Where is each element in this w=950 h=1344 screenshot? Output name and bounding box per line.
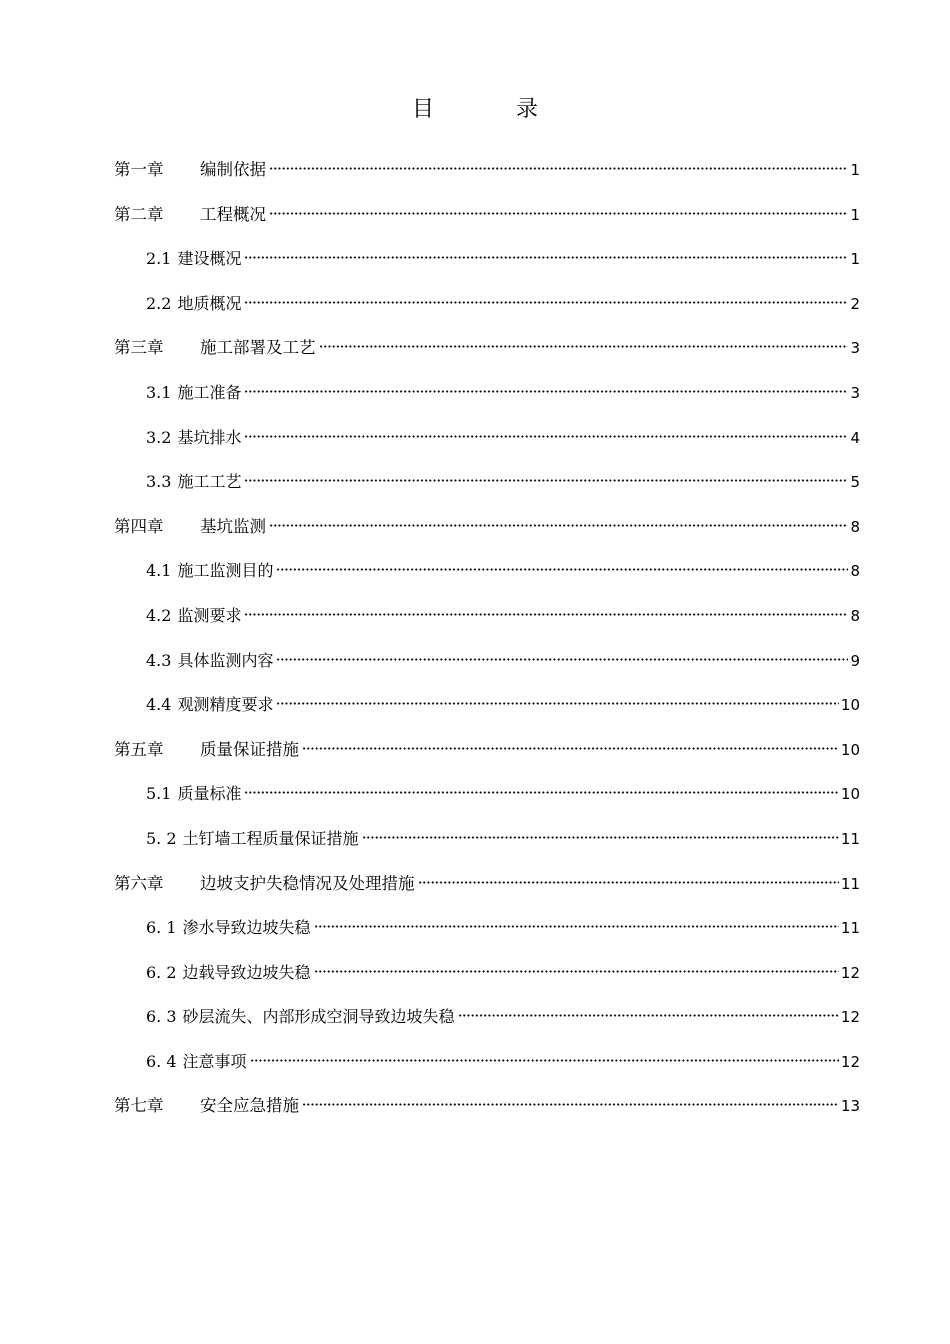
toc-dot-leader bbox=[458, 1014, 839, 1017]
toc-page-number: 10 bbox=[840, 696, 860, 715]
toc-entry-number: 6. 4 bbox=[146, 1051, 177, 1071]
toc-section-entry[interactable] bbox=[114, 953, 860, 998]
toc-entry-title: 观测精度要求 bbox=[177, 695, 274, 715]
toc-page-number: 3 bbox=[850, 339, 860, 358]
toc-chapter-entry[interactable] bbox=[114, 1086, 860, 1131]
toc-dot-leader bbox=[244, 301, 848, 304]
toc-section-entry[interactable] bbox=[114, 774, 860, 819]
toc-dot-leader bbox=[250, 1059, 839, 1062]
toc-entry-title: 基坑监测 bbox=[200, 516, 266, 536]
toc-entry-number: 4.3 bbox=[146, 650, 172, 670]
toc-page-number: 2 bbox=[850, 294, 860, 313]
toc-section-entry[interactable] bbox=[114, 685, 860, 730]
toc-page-number: 12 bbox=[840, 1008, 860, 1027]
toc-entry-number: 第六章 bbox=[114, 873, 164, 893]
toc-entry-title: 质量保证措施 bbox=[200, 739, 299, 759]
toc-page-number: 9 bbox=[850, 651, 860, 670]
toc-entry-title: 建设概况 bbox=[177, 249, 242, 269]
toc-entry-title: 基坑排水 bbox=[177, 427, 242, 447]
toc-dot-leader bbox=[244, 390, 848, 393]
toc-section-entry[interactable] bbox=[114, 1042, 860, 1087]
table-of-contents bbox=[114, 150, 860, 1131]
toc-entry-number: 4.2 bbox=[146, 605, 172, 625]
toc-dot-leader bbox=[362, 836, 839, 839]
toc-dot-leader bbox=[418, 881, 839, 884]
toc-entry-title: 编制依据 bbox=[200, 160, 266, 179]
toc-page-number: 8 bbox=[850, 606, 860, 625]
toc-entry-number: 第五章 bbox=[114, 739, 164, 759]
toc-chapter-entry[interactable] bbox=[114, 150, 860, 195]
toc-dot-leader bbox=[244, 791, 838, 794]
toc-dot-leader bbox=[269, 524, 848, 527]
toc-dot-leader bbox=[269, 167, 848, 170]
toc-section-entry[interactable] bbox=[114, 997, 860, 1042]
toc-entry-number: 3.2 bbox=[146, 427, 172, 447]
toc-page-number: 1 bbox=[850, 205, 860, 224]
toc-chapter-entry[interactable] bbox=[114, 195, 860, 240]
toc-entry-number: 6. 2 bbox=[146, 962, 177, 982]
toc-page-number: 5 bbox=[850, 473, 860, 492]
toc-dot-leader bbox=[269, 212, 848, 215]
toc-page-number: 13 bbox=[840, 1097, 860, 1116]
toc-dot-leader bbox=[244, 479, 848, 482]
toc-page-number: 10 bbox=[840, 785, 860, 804]
toc-dot-leader bbox=[276, 658, 848, 661]
toc-dot-leader bbox=[244, 613, 848, 616]
toc-chapter-entry[interactable] bbox=[114, 730, 860, 775]
toc-dot-leader bbox=[314, 970, 839, 973]
toc-entry-number: 第七章 bbox=[114, 1096, 164, 1116]
toc-entry-title: 注意事项 bbox=[182, 1051, 247, 1071]
toc-entry-title: 工程概况 bbox=[200, 204, 266, 224]
toc-entry-title: 土钉墙工程质量保证措施 bbox=[182, 828, 359, 848]
toc-entry-title: 施工监测目的 bbox=[177, 561, 274, 581]
toc-dot-leader bbox=[244, 256, 848, 259]
toc-dot-leader bbox=[302, 1103, 839, 1106]
toc-entry-number: 6. 1 bbox=[146, 918, 177, 938]
toc-entry-title: 渗水导致边坡失稳 bbox=[182, 918, 311, 938]
toc-entry-title: 质量标准 bbox=[177, 784, 242, 804]
toc-page-number: 10 bbox=[840, 740, 860, 759]
toc-entry-number: 3.3 bbox=[146, 472, 172, 492]
toc-entry-number: 5. 2 bbox=[146, 828, 177, 848]
toc-entry-number: 第一章 bbox=[114, 160, 164, 179]
toc-dot-leader bbox=[276, 702, 838, 705]
toc-entry-number: 第二章 bbox=[114, 204, 164, 224]
toc-entry-title: 砂层流失、内部形成空洞导致边坡失稳 bbox=[182, 1007, 455, 1027]
toc-dot-leader bbox=[244, 435, 848, 438]
toc-page-number: 11 bbox=[840, 919, 860, 938]
toc-entry-title: 施工准备 bbox=[177, 382, 242, 402]
toc-dot-leader bbox=[276, 568, 848, 571]
toc-section-entry[interactable] bbox=[114, 908, 860, 953]
toc-entry-number: 2.1 bbox=[146, 249, 172, 269]
toc-entry-number: 2.2 bbox=[146, 293, 172, 313]
toc-page-number: 8 bbox=[850, 562, 860, 581]
toc-page-number: 4 bbox=[850, 428, 860, 447]
toc-page-number: 12 bbox=[840, 1052, 860, 1071]
toc-section-entry[interactable] bbox=[114, 819, 860, 864]
toc-section-entry[interactable] bbox=[114, 284, 860, 329]
toc-section-entry[interactable] bbox=[114, 418, 860, 463]
toc-section-entry[interactable] bbox=[114, 239, 860, 284]
toc-entry-number: 5.1 bbox=[146, 784, 172, 804]
toc-entry-title: 安全应急措施 bbox=[200, 1096, 299, 1116]
toc-chapter-entry[interactable] bbox=[114, 507, 860, 552]
toc-entry-title: 边坡支护失稳情况及处理措施 bbox=[200, 873, 415, 893]
toc-dot-leader bbox=[319, 345, 849, 348]
toc-section-entry[interactable] bbox=[114, 596, 860, 641]
toc-entry-title: 监测要求 bbox=[177, 605, 242, 625]
toc-chapter-entry[interactable] bbox=[114, 328, 860, 373]
toc-page-number: 1 bbox=[850, 250, 860, 269]
toc-page-number: 11 bbox=[840, 874, 860, 893]
toc-entry-number: 3.1 bbox=[146, 382, 172, 402]
toc-entry-title: 施工部署及工艺 bbox=[200, 338, 316, 358]
toc-entry-title: 边载导致边坡失稳 bbox=[182, 962, 311, 982]
toc-page-number: 3 bbox=[850, 383, 860, 402]
toc-section-entry[interactable] bbox=[114, 373, 860, 418]
toc-entry-number: 4.4 bbox=[146, 695, 172, 715]
toc-chapter-entry[interactable] bbox=[114, 864, 860, 909]
toc-entry-title: 施工工艺 bbox=[177, 472, 242, 492]
toc-page-number: 8 bbox=[850, 517, 860, 536]
toc-page-number: 12 bbox=[840, 963, 860, 982]
toc-entry-number: 第三章 bbox=[114, 338, 164, 358]
toc-entry-title: 地质概况 bbox=[177, 293, 242, 313]
toc-section-entry[interactable] bbox=[114, 551, 860, 596]
toc-title: 目 录 bbox=[411, 97, 568, 122]
toc-page-number: 11 bbox=[840, 829, 860, 848]
toc-dot-leader bbox=[314, 925, 839, 928]
toc-entry-number: 4.1 bbox=[146, 561, 172, 581]
toc-dot-leader bbox=[302, 747, 839, 750]
toc-entry-number: 第四章 bbox=[114, 516, 164, 536]
toc-section-entry[interactable] bbox=[114, 462, 860, 507]
toc-section-entry[interactable] bbox=[114, 641, 860, 686]
toc-entry-number: 6. 3 bbox=[146, 1007, 177, 1027]
toc-page-number: 1 bbox=[850, 161, 860, 179]
toc-entry-title: 具体监测内容 bbox=[177, 650, 274, 670]
